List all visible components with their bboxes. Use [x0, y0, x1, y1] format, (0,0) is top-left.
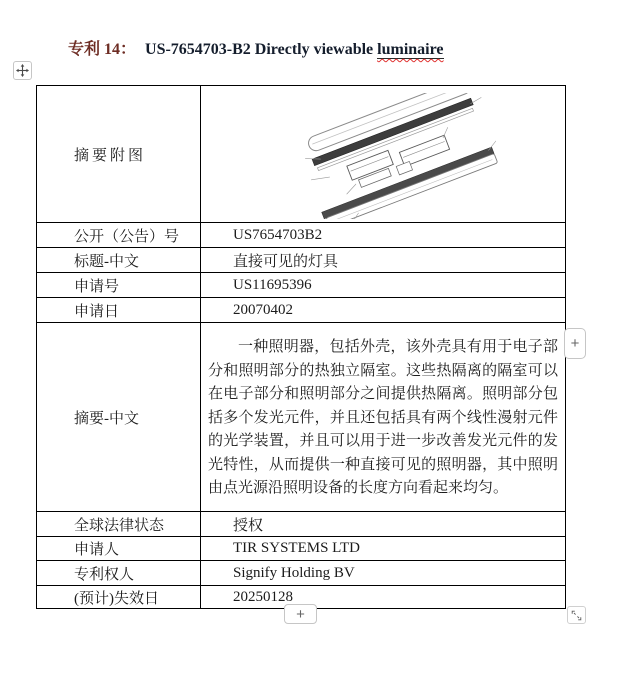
table-row [37, 223, 566, 248]
value-legal-status: 授权 [201, 512, 566, 537]
value-application-date: 20070402 [201, 298, 566, 323]
patent-figure-image [297, 93, 541, 219]
row-label-publication-number: 公开（公告）号 [37, 223, 201, 248]
value-publication-number: US7654703B2 [201, 223, 566, 248]
table-row [37, 561, 566, 586]
title-patent-id-en [145, 41, 444, 58]
row-label-application-date: 申请日 [37, 298, 201, 323]
table-row [37, 86, 566, 223]
table-row [37, 512, 566, 537]
row-label-abstract-figure: 摘要附图 [37, 86, 201, 223]
insert-column-button[interactable]: + [564, 328, 586, 359]
table-row [37, 298, 566, 323]
diagonal-resize-icon [571, 610, 582, 621]
value-title-chinese: 直接可见的灯具 [201, 248, 566, 273]
row-label-title-chinese: 标题-中文 [37, 248, 201, 273]
row-label-expiry-date: (预计)失效日 [37, 586, 201, 609]
insert-row-button[interactable]: + [284, 604, 317, 624]
table-row [37, 323, 566, 512]
patent-info-table [36, 85, 566, 609]
value-patent-owner: Signify Holding BV [201, 561, 566, 586]
page-title [68, 36, 444, 59]
value-application-number: US11695396 [201, 273, 566, 298]
abstract-paragraph: 一种照明器，包括外壳，该外壳具有用于电子部分和照明部分的热独立隔室。这些热隔离的隔室可以在电子部分和照明部分之间提供热隔离。照明部分包括多个发光元件，并且还包括具有两个线性漫射元件的光学装置，并且可以用于进一步改善发光元件的发光特性，从而提供一种直接可见的照明器，其中照明由点光源沿照明设备的长度方向看起来均匀。 [208, 339, 558, 497]
value-abstract-chinese [201, 323, 566, 512]
title-en-prefix: US-7654703-B2 Directly viewable [145, 41, 378, 58]
abstract-figure-cell [201, 86, 566, 223]
row-label-abstract-chinese: 摘要-中文 [37, 323, 201, 512]
table-move-handle[interactable] [13, 61, 32, 80]
row-label-patent-owner: 专利权人 [37, 561, 201, 586]
row-label-application-number: 申请号 [37, 273, 201, 298]
title-misspelled-word: luminaire [377, 41, 444, 58]
move-arrows-icon [16, 64, 29, 77]
row-label-legal-status: 全球法律状态 [37, 512, 201, 537]
table-resize-handle[interactable] [567, 606, 586, 624]
row-label-applicant: 申请人 [37, 537, 201, 561]
table-row [37, 248, 566, 273]
value-expiry-date: 20250128 [201, 586, 566, 609]
table-row [37, 537, 566, 561]
value-applicant: TIR SYSTEMS LTD [201, 537, 566, 561]
title-patent-number-zh: 专利 14： [68, 41, 137, 58]
table-row [37, 273, 566, 298]
